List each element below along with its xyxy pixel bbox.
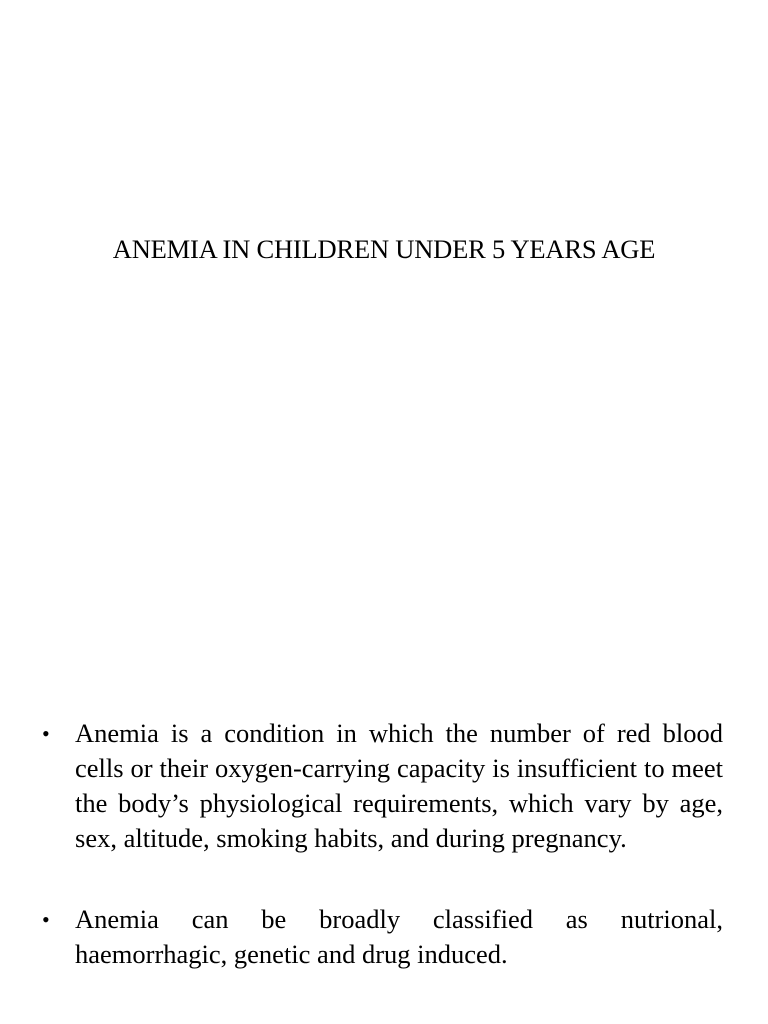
slide-title: ANEMIA IN CHILDREN UNDER 5 YEARS AGE (112, 234, 656, 264)
bullet-icon: • (42, 907, 50, 932)
bullet-list (42, 716, 723, 972)
bullet-text: Anemia is a condition in which the number of red blood cells or their oxygen-carrying capacity is insufficient to meet the body’s physiological requirements, which vary by age, sex, altitude, smoking habits, and during pregnancy. (75, 718, 723, 853)
bullet-item (42, 902, 723, 972)
bullet-text: Anemia can be broadly classified as nutrional, haemorrhagic, genetic and drug induced. (75, 904, 723, 969)
bullet-icon: • (42, 721, 50, 746)
bullet-item (42, 716, 723, 856)
